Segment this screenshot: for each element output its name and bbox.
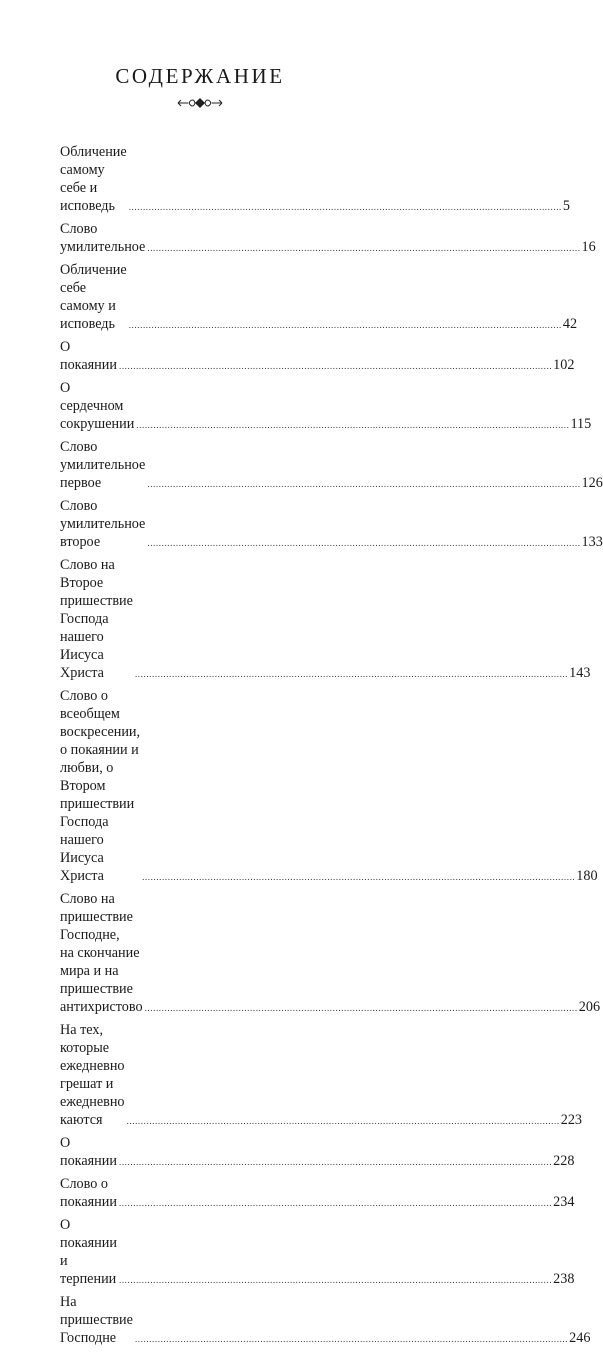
- dot-leader: [129, 321, 562, 330]
- toc-entry-page: 42: [562, 316, 578, 332]
- dot-leader: [119, 1158, 552, 1167]
- toc-entry[interactable]: [60, 220, 596, 256]
- toc-entry-title: Слово умилительное: [60, 221, 146, 255]
- toc-entry-page: 228: [553, 1153, 575, 1169]
- toc-entry[interactable]: [60, 1134, 575, 1170]
- page-title: СОДЕРЖАНИЕ: [115, 64, 285, 88]
- table-of-contents: [60, 143, 603, 1352]
- dot-leader: [135, 670, 568, 679]
- toc-entry-page: 246: [569, 1330, 591, 1346]
- toc-entry-title: На тех, которые ежедневно грешат и ежедневно каются: [60, 1022, 125, 1128]
- toc-entry[interactable]: [60, 338, 575, 374]
- dot-leader: [119, 1276, 552, 1285]
- toc-entry-title: Слово о всеобщем воскресении, о покаянии и любви, о Втором пришествии Господа нашего Иисуса Христа: [60, 688, 141, 884]
- dot-leader: [142, 873, 575, 882]
- toc-entry-title: Обличение себе самому и исповедь: [60, 262, 127, 332]
- toc-entry-page: 115: [570, 416, 592, 432]
- toc-entry-title: О сердечном сокрушении: [60, 380, 135, 432]
- toc-entry-title: Слово умилительное второе: [60, 498, 146, 550]
- dot-leader: [119, 362, 552, 371]
- dot-leader: [147, 539, 580, 548]
- toc-entry-title: Слово на пришествие Господне, на скончание мира и на пришествие антихристово: [60, 891, 143, 1015]
- toc-entry[interactable]: [60, 1216, 575, 1288]
- toc-entry-page: 223: [560, 1112, 582, 1128]
- toc-entry-title: О покаянии: [60, 1135, 117, 1169]
- toc-entry[interactable]: [60, 687, 598, 885]
- toc-entry-title: На пришествие Господне: [60, 1294, 133, 1346]
- toc-entry[interactable]: [60, 438, 603, 492]
- toc-entry-page: 206: [578, 999, 601, 1015]
- toc-entry-page: 126: [581, 475, 603, 491]
- toc-entry-title: Слово на Второе пришествие Господа нашего Иисуса Христа: [60, 557, 133, 681]
- toc-entry-page: 102: [553, 357, 575, 373]
- toc-entry-title: О покаянии: [60, 339, 117, 373]
- dot-leader: [145, 1004, 578, 1013]
- toc-entry[interactable]: [60, 556, 591, 682]
- toc-entry-title: Обличение самому себе и исповедь: [60, 144, 127, 214]
- toc-entry[interactable]: [60, 261, 578, 333]
- dot-leader: [136, 421, 569, 430]
- toc-entry-page: 234: [553, 1194, 575, 1210]
- toc-entry-page: 16: [581, 239, 596, 255]
- decorative-flourish-icon: [176, 96, 224, 110]
- dot-leader: [127, 1117, 560, 1126]
- toc-entry-title: Слово о покаянии: [60, 1176, 117, 1210]
- toc-entry-title: Слово умилительное первое: [60, 439, 146, 491]
- toc-entry-page: 143: [569, 665, 591, 681]
- dot-leader: [129, 203, 562, 212]
- toc-entry[interactable]: [60, 1021, 582, 1129]
- dot-leader: [119, 1199, 552, 1208]
- dot-leader: [147, 244, 580, 253]
- toc-entry[interactable]: [60, 379, 592, 433]
- toc-entry-page: 180: [576, 868, 598, 884]
- toc-entry-page: 5: [562, 198, 570, 214]
- toc-entry[interactable]: [60, 890, 601, 1016]
- toc-entry-page: 238: [553, 1271, 575, 1287]
- toc-entry[interactable]: [60, 143, 570, 215]
- toc-entry[interactable]: [60, 1175, 575, 1211]
- toc-entry-title: О покаянии и терпении: [60, 1217, 117, 1287]
- toc-entry[interactable]: [60, 1293, 591, 1347]
- dot-leader: [147, 480, 580, 489]
- dot-leader: [135, 1335, 568, 1344]
- toc-entry-page: 133: [581, 534, 603, 550]
- toc-entry[interactable]: [60, 497, 603, 551]
